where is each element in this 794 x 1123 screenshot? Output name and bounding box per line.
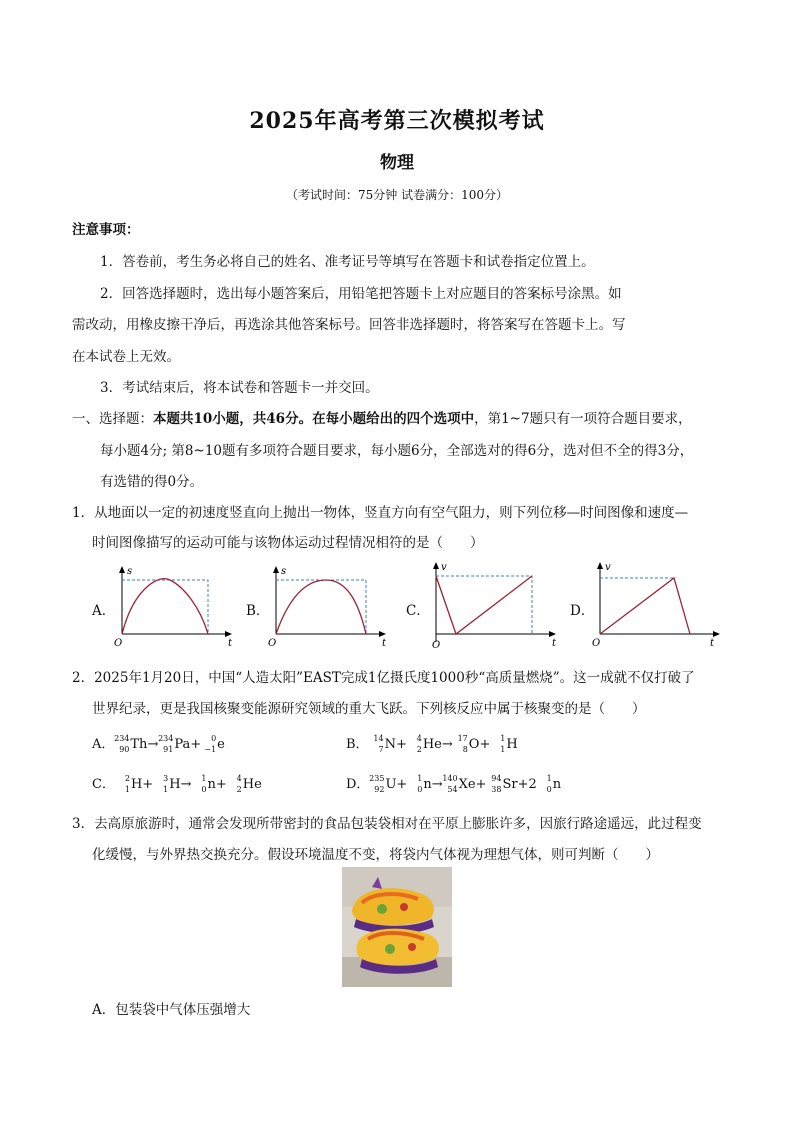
q2-option-b: B． 14 7 N+ 4 2 He→ 17 8 O+ 1 1 H (346, 733, 518, 754)
q1-graph-a-xlabel: t (228, 638, 233, 648)
q2-c-iso3: 1 0 (201, 773, 207, 794)
section1-bold: 本题共10小题，共46分。在每小题给出的四个选项中 (153, 411, 475, 427)
section1-prefix: 一、选择题： (72, 411, 153, 427)
q1-graph-b-xlabel: t (382, 638, 387, 648)
section1-line3: 有选错的得0分。 (100, 474, 204, 490)
q1-stem-line1: 1．从地面以一定的初速度竖直向上抛出一物体，竖直方向有空气阻力，则下列位移—时间图像和速度— (72, 505, 689, 521)
notice-item-2-line3: 在本试卷上无效。 (72, 349, 180, 365)
q1-graph-a-origin: O (114, 638, 123, 648)
notice-item-3: 3．考试结束后，将本试卷和答题卡一并交回。 (100, 380, 379, 396)
q1-option-d-label: D． (570, 603, 595, 619)
q2-stem-line1: 2．2025年1月20日，中国“人造太阳”EAST完成1亿摄氏度1000秒“高质量燃烧”。这一成就不仅打破了 (72, 670, 695, 686)
q1-graph-d-xlabel: t (710, 638, 715, 648)
q1-graph-b-ylabel: s (281, 566, 287, 577)
q2-c-iso1: 2 1 (124, 773, 130, 794)
q2-option-b-label: B． (346, 737, 369, 752)
q1-graph-d-ylabel: v (605, 562, 611, 573)
exam-title: 2025年高考第三次模拟考试 (249, 108, 545, 134)
q1-graph-c (426, 558, 560, 648)
q2-option-d-label: D． (346, 777, 370, 792)
q1-option-a-label: A． (92, 603, 116, 619)
q2-option-c: C． 2 1 H+ 3 1 H→ 1 0 n+ 4 2 He (92, 773, 262, 794)
q3-option-a: A．包装袋中气体压强增大 (92, 1002, 251, 1018)
q2-d-iso3: 140 54 (442, 773, 458, 794)
section1-rest: ，第1~7题只有一项符合题目要求， (474, 411, 692, 427)
q2-b-iso1: 14 7 (373, 733, 384, 754)
exam-time-info: （考试时间：75分钟 试卷满分：100分） (286, 188, 508, 202)
q1-graph-d (590, 558, 724, 648)
q2-stem-line2: 世界纪录，更是我国核聚变能源研究领域的重大飞跃。下列核反应中属于核聚变的是（ ） (92, 701, 646, 717)
notice-item-1: 1．答卷前，考生务必将自己的姓名、准考证号等填写在答题卡和试卷指定位置上。 (100, 254, 595, 270)
q2-d-iso1: 235 92 (369, 773, 385, 794)
q2-a-iso2: 234 91 (158, 733, 174, 754)
q1-option-b-label: B． (246, 603, 270, 619)
q1-option-c-label: C． (406, 603, 430, 619)
q2-b-iso4: 1 1 (500, 733, 506, 754)
q2-a-iso3: 0 −1 (204, 733, 217, 754)
q1-graph-a (112, 562, 236, 648)
q1-graph-c-xlabel: t (552, 638, 557, 648)
q1-graph-b-origin: O (268, 638, 277, 648)
q1-stem-line2: 时间图像描写的运动可能与该物体运动过程情况相符的是（ ） (92, 535, 484, 551)
q3-stem-line1: 3．去高原旅游时，通常会发现所带密封的食品包装袋相对在平原上膨胀许多，因旅行路途遥远，此过程变 (72, 816, 702, 832)
section1-line1 (72, 407, 692, 427)
section1-line2: 每小题4分; 第8~10题有多项符合题目要求，每小题6分，全部选对的得6分，选对但不全的得3分， (100, 443, 694, 459)
q2-a-iso1: 234 90 (114, 733, 130, 754)
q2-b-iso3: 17 8 (457, 733, 468, 754)
q2-b-iso2: 4 2 (416, 733, 422, 754)
q2-d-iso5: 1 0 (546, 773, 552, 794)
q2-option-c-label: C． (92, 777, 115, 792)
q3-snack-bag-photo (342, 867, 452, 987)
q2-c-iso4: 4 2 (236, 773, 242, 794)
q1-graph-b (266, 562, 390, 648)
q1-graph-c-ylabel: v (441, 562, 447, 573)
q2-option-d: D． 235 92 U+ 1 0 n→ 140 54 Xe+ 94 38 Sr+2 1 0 n (346, 773, 562, 794)
subject-title: 物理 (380, 153, 414, 173)
q3-stem-line2: 化缓慢，与外界热交换充分。假设环境温度不变，将袋内气体视为理想气体，则可判断（ ） (92, 847, 659, 863)
q2-option-a: A． 234 90 Th→ 234 91 Pa+ 0 −1 e (92, 733, 225, 754)
notice-item-2-line1: 2．回答选择题时，选出每小题答案后，用铅笔把答题卡上对应题目的答案标号涂黑。如 (100, 286, 622, 302)
q1-graph-d-origin: O (592, 638, 601, 648)
q1-graph-c-origin: O (432, 640, 441, 648)
q2-d-iso4: 94 38 (491, 773, 502, 794)
notice-item-2-line2: 需改动，用橡皮擦干净后，再选涂其他答案标号。回答非选择题时，将答案写在答题卡上。写 (72, 317, 626, 333)
q2-c-iso2: 3 1 (163, 773, 169, 794)
q1-graph-a-ylabel: s (127, 566, 133, 577)
q2-option-a-label: A． (92, 737, 115, 752)
q2-d-iso2: 1 0 (417, 773, 423, 794)
notice-heading: 注意事项： (72, 222, 140, 238)
